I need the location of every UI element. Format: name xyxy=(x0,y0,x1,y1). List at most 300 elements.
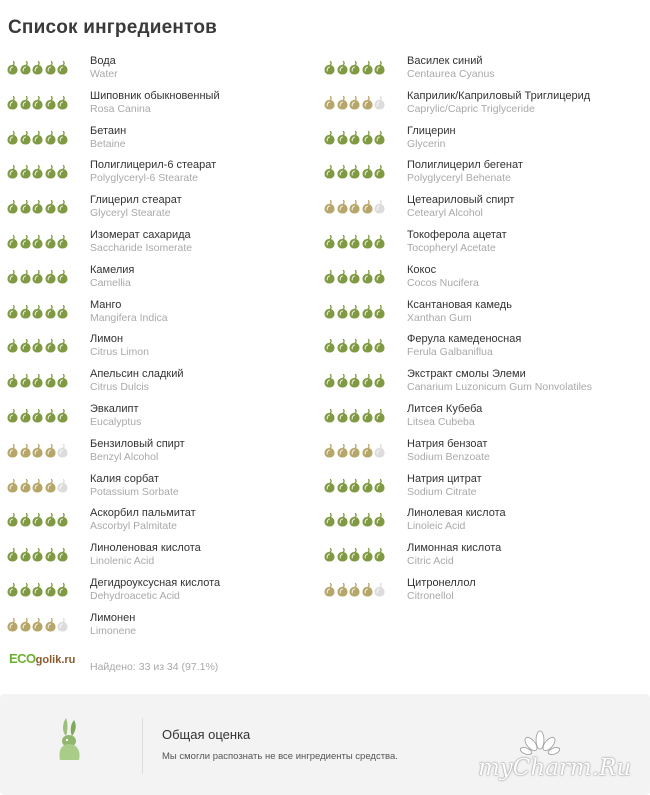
ingredient-names xyxy=(407,507,506,532)
leaf-rating-icon xyxy=(324,374,335,388)
leaf-rating-icon xyxy=(45,444,56,458)
leaf-rating-icon xyxy=(57,235,68,249)
ingredient-names xyxy=(407,542,501,567)
ingredient-rating xyxy=(7,548,68,562)
leaf-rating-icon xyxy=(32,200,43,214)
ingredient-names xyxy=(407,229,507,254)
leaf-rating-icon xyxy=(7,374,18,388)
leaf-rating-icon xyxy=(362,200,373,214)
ingredient-row[interactable] xyxy=(324,263,644,298)
ingredients-left-column xyxy=(7,54,327,646)
leaf-rating-icon xyxy=(7,200,18,214)
ingredient-row[interactable] xyxy=(324,158,644,193)
leaf-rating-icon xyxy=(20,374,31,388)
leaf-rating-icon xyxy=(32,548,43,562)
leaf-rating-icon xyxy=(20,270,31,284)
ingredient-name-inci: Glycerin xyxy=(407,137,446,150)
leaf-rating-icon xyxy=(20,618,31,632)
leaf-rating-icon xyxy=(45,235,56,249)
leaf-rating-icon xyxy=(32,270,43,284)
ingredient-row[interactable] xyxy=(324,89,644,124)
leaf-rating-icon xyxy=(374,479,385,493)
leaf-rating-icon xyxy=(374,583,385,597)
leaf-rating-icon xyxy=(7,583,18,597)
leaf-rating-icon xyxy=(57,61,68,75)
ingredient-name-inci: Limonene xyxy=(90,624,137,637)
leaf-rating-icon xyxy=(362,131,373,145)
leaf-rating-icon xyxy=(57,444,68,458)
ingredient-names xyxy=(90,229,192,254)
ingredient-names xyxy=(407,473,482,498)
leaf-rating-icon xyxy=(337,479,348,493)
leaf-rating-icon xyxy=(337,270,348,284)
leaf-rating-icon xyxy=(337,374,348,388)
ingredient-name-inci: Tocopheryl Acetate xyxy=(407,241,496,254)
ingredient-name-inci: Sodium Citrate xyxy=(407,485,477,498)
overall-title: Общая оценка xyxy=(162,727,251,742)
ingredient-name-ru[interactable]: Лимонен xyxy=(90,611,136,624)
leaf-rating-icon xyxy=(324,61,335,75)
leaf-rating-icon xyxy=(57,200,68,214)
leaf-rating-icon xyxy=(45,409,56,423)
leaf-rating-icon xyxy=(374,165,385,179)
ingredient-name-ru[interactable]: Бензиловый спирт xyxy=(90,437,185,450)
ingredient-name-ru[interactable]: Аскорбил пальмитат xyxy=(90,507,196,520)
leaf-rating-icon xyxy=(7,409,18,423)
leaf-rating-icon xyxy=(32,374,43,388)
leaf-rating-icon xyxy=(374,96,385,110)
ingredient-names xyxy=(407,55,495,80)
ingredient-name-ru[interactable]: Лимон xyxy=(90,333,124,346)
ingredient-rating xyxy=(7,479,68,493)
ingredient-rating xyxy=(324,165,385,179)
leaf-rating-icon xyxy=(57,513,68,527)
overall-description: Мы смогли распознать не все ингредиенты средства. xyxy=(162,751,398,762)
leaf-rating-icon xyxy=(45,583,56,597)
leaf-rating-icon xyxy=(57,165,68,179)
leaf-rating-icon xyxy=(337,548,348,562)
ingredient-row[interactable] xyxy=(7,124,327,159)
leaf-rating-icon xyxy=(374,235,385,249)
leaf-rating-icon xyxy=(45,200,56,214)
leaf-rating-icon xyxy=(362,305,373,319)
ingredient-row[interactable] xyxy=(324,576,644,611)
ingredient-row[interactable] xyxy=(324,124,644,159)
leaf-rating-icon xyxy=(362,235,373,249)
rabbit-icon xyxy=(52,716,86,767)
ingredient-name-inci: Rosa Canina xyxy=(90,102,151,115)
ingredient-names xyxy=(90,577,220,602)
leaf-rating-icon xyxy=(374,200,385,214)
ingredient-name-inci: Linoleic Acid xyxy=(407,520,466,533)
leaf-rating-icon xyxy=(45,305,56,319)
ingredient-name-ru[interactable]: Лимонная кислота xyxy=(407,542,502,555)
leaf-rating-icon xyxy=(32,131,43,145)
ingredient-name-inci: Citric Acid xyxy=(407,555,454,568)
leaf-rating-icon xyxy=(32,305,43,319)
found-count: Найдено: 33 из 34 (97.1%) xyxy=(90,661,219,673)
ingredients-right-column xyxy=(324,54,644,611)
ingredient-names xyxy=(407,125,456,150)
ingredient-name-ru[interactable]: Натрия цитрат xyxy=(407,472,482,485)
ingredient-row[interactable] xyxy=(324,367,644,402)
ingredient-names xyxy=(90,507,196,532)
ingredient-row[interactable] xyxy=(7,472,327,507)
ingredient-row[interactable] xyxy=(7,506,327,541)
leaf-rating-icon xyxy=(20,165,31,179)
leaf-rating-icon xyxy=(20,479,31,493)
leaf-rating-icon xyxy=(349,270,360,284)
leaf-rating-icon xyxy=(32,618,43,632)
leaf-rating-icon xyxy=(57,548,68,562)
ingredient-name-inci: Cocos Nucifera xyxy=(407,276,479,289)
leaf-rating-icon xyxy=(337,131,348,145)
leaf-rating-icon xyxy=(324,270,335,284)
leaf-rating-icon xyxy=(349,131,360,145)
leaf-rating-icon xyxy=(349,339,360,353)
leaf-rating-icon xyxy=(362,374,373,388)
leaf-rating-icon xyxy=(20,96,31,110)
leaf-rating-icon xyxy=(337,409,348,423)
ingredient-row[interactable] xyxy=(7,193,327,228)
leaf-rating-icon xyxy=(362,165,373,179)
ingredient-names xyxy=(90,194,182,219)
ingredient-row[interactable] xyxy=(7,576,327,611)
ingredient-names xyxy=(90,125,126,150)
ingredient-row[interactable] xyxy=(324,437,644,472)
ingredient-name-ru[interactable]: Ферула камеденосная xyxy=(407,333,522,346)
panel-divider xyxy=(142,718,143,774)
leaf-rating-icon xyxy=(337,339,348,353)
leaf-rating-icon xyxy=(349,96,360,110)
leaf-rating-icon xyxy=(45,165,56,179)
leaf-rating-icon xyxy=(45,618,56,632)
leaf-rating-icon xyxy=(32,165,43,179)
leaf-rating-icon xyxy=(349,513,360,527)
leaf-rating-icon xyxy=(324,548,335,562)
ingredient-rating xyxy=(324,513,385,527)
page-title: Список ингредиентов xyxy=(8,17,218,38)
leaf-rating-icon xyxy=(324,165,335,179)
ingredient-names xyxy=(90,542,201,567)
ingredient-name-ru[interactable]: Натрия бензоат xyxy=(407,437,488,450)
leaf-rating-icon xyxy=(32,444,43,458)
ingredient-name-inci: Centaurea Cyanus xyxy=(407,68,495,80)
leaf-rating-icon xyxy=(374,548,385,562)
leaf-rating-icon xyxy=(362,409,373,423)
ingredient-name-ru[interactable]: Апельсин сладкий xyxy=(90,368,184,381)
ingredient-name-inci: Polyglyceryl Behenate xyxy=(407,172,511,185)
leaf-rating-icon xyxy=(45,374,56,388)
ingredient-name-ru[interactable]: Токоферола ацетат xyxy=(407,228,507,241)
leaf-rating-icon xyxy=(349,444,360,458)
ingredient-name-inci: Camellia xyxy=(90,276,131,289)
ingredient-rating xyxy=(7,165,68,179)
ingredient-name-ru[interactable]: Изомерат сахарида xyxy=(90,228,191,241)
leaf-rating-icon xyxy=(57,618,68,632)
ingredient-rating xyxy=(324,305,385,319)
ingredient-rating xyxy=(7,444,68,458)
ingredient-row[interactable] xyxy=(7,158,327,193)
ingredient-names xyxy=(90,55,118,80)
leaf-rating-icon xyxy=(324,131,335,145)
logo-eco-text: ECO xyxy=(9,651,36,666)
ingredient-name-ru[interactable]: Вода xyxy=(90,55,116,67)
leaf-rating-icon xyxy=(349,409,360,423)
ingredient-rating xyxy=(7,270,68,284)
ingredient-name-ru[interactable]: Полиглицерил-6 стеарат xyxy=(90,159,217,172)
ingredient-name-ru[interactable]: Дегидроуксусная кислота xyxy=(90,576,221,589)
ingredient-name-ru[interactable]: Манго xyxy=(90,298,122,311)
ingredient-name-inci: Mangifera Indica xyxy=(90,311,168,324)
ingredient-rating xyxy=(7,305,68,319)
leaf-rating-icon xyxy=(57,583,68,597)
ingredient-rating xyxy=(324,339,385,353)
leaf-rating-icon xyxy=(324,444,335,458)
ingredient-row[interactable] xyxy=(7,298,327,333)
leaf-rating-icon xyxy=(7,270,18,284)
leaf-rating-icon xyxy=(20,235,31,249)
leaf-rating-icon xyxy=(324,409,335,423)
leaf-rating-icon xyxy=(7,235,18,249)
ingredient-name-ru[interactable]: Шиповник обыкновенный xyxy=(90,89,220,102)
ingredient-name-inci: Dehydroacetic Acid xyxy=(90,589,180,602)
leaf-rating-icon xyxy=(362,444,373,458)
leaf-rating-icon xyxy=(7,131,18,145)
ingredient-rating xyxy=(324,96,385,110)
ingredient-rating xyxy=(324,409,385,423)
leaf-rating-icon xyxy=(324,583,335,597)
leaf-rating-icon xyxy=(7,444,18,458)
ingredient-row[interactable] xyxy=(324,193,644,228)
leaf-rating-icon xyxy=(7,339,18,353)
leaf-rating-icon xyxy=(374,339,385,353)
ingredient-row[interactable] xyxy=(7,437,327,472)
leaf-rating-icon xyxy=(324,513,335,527)
ecogolik-logo[interactable] xyxy=(9,651,75,666)
ingredient-row[interactable] xyxy=(7,402,327,437)
ingredient-row[interactable] xyxy=(7,367,327,402)
ingredient-row[interactable] xyxy=(324,402,644,437)
ingredient-names xyxy=(90,403,141,428)
ingredient-name-inci: Eucalyptus xyxy=(90,415,142,428)
ingredient-name-ru[interactable]: Глицерил стеарат xyxy=(90,194,182,207)
leaf-rating-icon xyxy=(362,479,373,493)
leaf-rating-icon xyxy=(7,96,18,110)
leaf-rating-icon xyxy=(337,96,348,110)
leaf-rating-icon xyxy=(349,305,360,319)
ingredient-rating xyxy=(7,339,68,353)
leaf-rating-icon xyxy=(32,583,43,597)
leaf-rating-icon xyxy=(45,270,56,284)
leaf-rating-icon xyxy=(45,339,56,353)
leaf-rating-icon xyxy=(20,131,31,145)
ingredient-name-inci: Benzyl Alcohol xyxy=(90,450,159,463)
leaf-rating-icon xyxy=(7,548,18,562)
ingredient-name-inci: Litsea Cubeba xyxy=(407,415,475,428)
ingredient-names xyxy=(90,612,136,637)
ingredient-rating xyxy=(7,61,68,75)
ingredient-row[interactable] xyxy=(7,332,327,367)
leaf-rating-icon xyxy=(349,374,360,388)
leaf-rating-icon xyxy=(324,96,335,110)
ingredient-names xyxy=(407,403,482,428)
ingredient-rating xyxy=(7,96,68,110)
leaf-rating-icon xyxy=(32,513,43,527)
ingredient-rating xyxy=(324,444,385,458)
leaf-rating-icon xyxy=(45,513,56,527)
leaf-rating-icon xyxy=(337,583,348,597)
ingredient-name-ru[interactable]: Полиглицерил бегенат xyxy=(407,159,523,172)
ingredient-name-inci: Water xyxy=(90,68,118,80)
ingredient-row[interactable] xyxy=(324,541,644,576)
leaf-rating-icon xyxy=(32,61,43,75)
ingredient-row[interactable] xyxy=(324,472,644,507)
ingredient-name-inci: Polyglyceryl-6 Stearate xyxy=(90,172,198,185)
ingredient-name-ru[interactable]: Бетаин xyxy=(90,124,127,137)
ingredient-rating xyxy=(7,131,68,145)
leaf-rating-icon xyxy=(20,61,31,75)
ingredient-rating xyxy=(324,479,385,493)
leaf-rating-icon xyxy=(45,548,56,562)
ingredient-names xyxy=(90,264,134,289)
leaf-rating-icon xyxy=(32,409,43,423)
ingredient-name-ru[interactable]: Каприлик/Каприловый Триглицерид xyxy=(407,89,591,102)
ingredient-name-inci: Glyceryl Stearate xyxy=(90,207,171,220)
leaf-rating-icon xyxy=(7,305,18,319)
leaf-rating-icon xyxy=(7,61,18,75)
leaf-rating-icon xyxy=(20,444,31,458)
ingredient-row[interactable] xyxy=(324,228,644,263)
leaf-rating-icon xyxy=(7,513,18,527)
ingredient-rating xyxy=(7,513,68,527)
ingredient-names xyxy=(407,90,590,115)
ingredient-names xyxy=(90,90,220,115)
leaf-rating-icon xyxy=(20,513,31,527)
ingredient-rating xyxy=(324,235,385,249)
ingredient-names xyxy=(90,159,216,184)
leaf-rating-icon xyxy=(337,305,348,319)
ingredient-row[interactable] xyxy=(7,541,327,576)
ingredient-names xyxy=(407,194,514,219)
ingredient-name-inci: Citrus Limon xyxy=(90,346,149,359)
leaf-rating-icon xyxy=(374,61,385,75)
leaf-rating-icon xyxy=(349,583,360,597)
leaf-rating-icon xyxy=(32,339,43,353)
ingredient-name-ru[interactable]: Глицерин xyxy=(407,124,456,137)
ingredient-name-ru[interactable]: Линоленовая кислота xyxy=(90,542,201,555)
leaf-rating-icon xyxy=(374,513,385,527)
ingredient-name-ru[interactable]: Экстракт смолы Элеми xyxy=(407,368,526,381)
leaf-rating-icon xyxy=(349,165,360,179)
ingredient-row[interactable] xyxy=(7,54,327,89)
leaf-rating-icon xyxy=(362,513,373,527)
ingredient-name-inci: Citrus Dulcis xyxy=(90,381,149,394)
ingredient-names xyxy=(407,368,592,393)
ingredient-name-ru[interactable]: Камелия xyxy=(90,263,135,276)
ingredient-rating xyxy=(7,409,68,423)
ingredient-rating xyxy=(324,200,385,214)
leaf-rating-icon xyxy=(57,305,68,319)
leaf-rating-icon xyxy=(349,479,360,493)
ingredient-row[interactable] xyxy=(7,263,327,298)
leaf-rating-icon xyxy=(57,96,68,110)
ingredient-name-inci: Canarium Luzonicum Gum Nonvolatiles xyxy=(407,381,592,394)
ingredient-names xyxy=(90,438,185,463)
ingredient-row[interactable] xyxy=(324,332,644,367)
leaf-rating-icon xyxy=(324,235,335,249)
ingredient-row[interactable] xyxy=(324,54,644,89)
leaf-rating-icon xyxy=(45,131,56,145)
ingredient-name-ru[interactable]: Литсея Кубеба xyxy=(407,402,483,415)
ingredient-name-ru[interactable]: Ксантановая камедь xyxy=(407,298,512,311)
ingredient-rating xyxy=(324,583,385,597)
leaf-rating-icon xyxy=(374,270,385,284)
ingredient-row[interactable] xyxy=(324,298,644,333)
leaf-rating-icon xyxy=(20,339,31,353)
ingredient-name-ru[interactable]: Эвкалипт xyxy=(90,402,139,415)
ingredient-name-inci: Potassium Sorbate xyxy=(90,485,179,498)
ingredient-rating xyxy=(324,374,385,388)
ingredient-name-inci: Linolenic Acid xyxy=(90,555,155,568)
ingredient-row[interactable] xyxy=(7,228,327,263)
ingredient-rating xyxy=(7,583,68,597)
leaf-rating-icon xyxy=(7,165,18,179)
leaf-rating-icon xyxy=(362,548,373,562)
ingredient-name-ru[interactable]: Цетеариловый спирт xyxy=(407,194,515,207)
ingredient-name-ru[interactable]: Кокос xyxy=(407,263,437,276)
leaf-rating-icon xyxy=(349,548,360,562)
ingredient-name-ru[interactable]: Линолевая кислота xyxy=(407,507,506,520)
leaf-rating-icon xyxy=(57,131,68,145)
leaf-rating-icon xyxy=(362,61,373,75)
ingredient-names xyxy=(90,368,184,393)
leaf-rating-icon xyxy=(349,200,360,214)
leaf-rating-icon xyxy=(374,409,385,423)
leaf-rating-icon xyxy=(45,61,56,75)
leaf-rating-icon xyxy=(337,165,348,179)
ingredient-row[interactable] xyxy=(324,506,644,541)
ingredient-name-ru[interactable]: Калия сорбат xyxy=(90,472,159,485)
ingredient-rating xyxy=(7,200,68,214)
leaf-rating-icon xyxy=(7,479,18,493)
logo-golik-text: golik.ru xyxy=(35,654,76,666)
leaf-rating-icon xyxy=(324,305,335,319)
ingredient-rating xyxy=(324,548,385,562)
leaf-rating-icon xyxy=(362,96,373,110)
ingredient-name-inci: Betaine xyxy=(90,137,126,150)
leaf-rating-icon xyxy=(337,200,348,214)
ingredient-name-inci: Xanthan Gum xyxy=(407,311,472,324)
ingredient-name-inci: Cetearyl Alcohol xyxy=(407,207,483,220)
ingredient-names xyxy=(407,438,490,463)
ingredient-names xyxy=(90,333,149,358)
ingredient-name-ru[interactable]: Цитронеллол xyxy=(407,576,476,589)
ingredient-row[interactable] xyxy=(7,611,327,646)
ingredient-names xyxy=(90,299,168,324)
leaf-rating-icon xyxy=(32,235,43,249)
leaf-rating-icon xyxy=(374,131,385,145)
ingredient-rating xyxy=(7,374,68,388)
ingredient-rating xyxy=(7,235,68,249)
leaf-rating-icon xyxy=(32,96,43,110)
leaf-rating-icon xyxy=(337,61,348,75)
ingredient-name-inci: Citronellol xyxy=(407,589,454,602)
ingredient-name-ru[interactable]: Василек синий xyxy=(407,55,483,67)
ingredient-names xyxy=(407,264,479,289)
ingredient-row[interactable] xyxy=(7,89,327,124)
ingredient-name-inci: Saccharide Isomerate xyxy=(90,241,193,254)
